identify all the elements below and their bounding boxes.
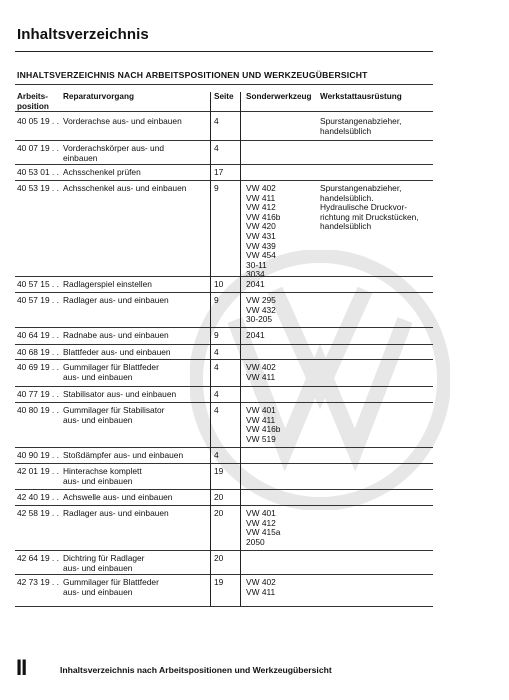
row-page: 4 xyxy=(214,362,219,372)
cell-line: aus- und einbauen xyxy=(63,475,133,486)
cell-line: Gummilager für Blattfeder xyxy=(63,577,159,587)
tool-item: VW 402 xyxy=(246,362,276,372)
header-divider xyxy=(15,111,433,112)
tool-item: 2041 xyxy=(246,279,265,289)
row-operation xyxy=(63,348,213,358)
row-tools xyxy=(246,509,308,547)
table-row xyxy=(15,505,431,550)
cell-line: handelsüblich xyxy=(320,221,372,232)
tool-item: VW 402 xyxy=(246,183,276,193)
tool-item: VW 431 xyxy=(246,230,276,241)
cell-line: Vorderachskörper aus- und xyxy=(63,143,165,153)
row-position: 40 53 19 . . xyxy=(17,183,59,193)
subtitle-divider xyxy=(15,84,433,85)
cell-line: Achsschenkel prüfen xyxy=(63,167,141,177)
row-position: 40 53 01 . . xyxy=(17,167,59,177)
tool-item: 30-205 xyxy=(246,314,273,325)
cell-line: Hydraulische Druckvor- xyxy=(320,202,408,213)
row-position: 40 05 19 . . xyxy=(17,116,59,126)
tool-item: VW 519 xyxy=(246,433,276,444)
row-equipment xyxy=(320,184,435,232)
row-position: 42 64 19 . . xyxy=(17,553,59,563)
row-page: 10 xyxy=(214,279,224,289)
row-page: 4 xyxy=(214,116,219,126)
row-page: 20 xyxy=(214,553,224,563)
row-page: 9 xyxy=(214,330,219,340)
table-row xyxy=(15,359,431,386)
row-position: 40 64 19 . . xyxy=(17,330,59,340)
page-column-line xyxy=(210,92,211,606)
row-page: 20 xyxy=(214,492,224,502)
tool-item: VW 412 xyxy=(246,202,276,213)
row-position: 40 80 19 . . xyxy=(17,405,59,415)
cell-line: Radnabe aus- und einbauen xyxy=(63,330,169,340)
tool-item: VW 415a xyxy=(246,527,281,538)
header-equipment: Werkstattausrüstung xyxy=(320,92,402,101)
page-title: Inhaltsverzeichnis xyxy=(17,26,149,43)
row-page: 17 xyxy=(214,167,224,177)
title-rule xyxy=(15,51,433,52)
row-page: 4 xyxy=(214,389,219,399)
row-operation xyxy=(63,280,213,290)
row-operation xyxy=(63,144,213,163)
tool-item: 3034 xyxy=(246,269,265,280)
tool-item: VW 432 xyxy=(246,304,276,315)
row-position: 40 77 19 . . xyxy=(17,389,59,399)
row-operation xyxy=(63,363,213,382)
row-page: 9 xyxy=(214,295,219,305)
row-divider xyxy=(15,606,433,607)
row-operation xyxy=(63,117,213,127)
row-operation xyxy=(63,451,213,461)
tool-item: VW 416b xyxy=(246,424,281,435)
cell-line: Radlager aus- und einbauen xyxy=(63,508,169,518)
tool-item: VW 402 xyxy=(246,577,276,587)
cell-line: aus- und einbauen xyxy=(63,586,133,597)
row-operation xyxy=(63,578,213,597)
cell-line: Stabilisator aus- und einbauen xyxy=(63,389,177,399)
tool-item: VW 416b xyxy=(246,211,281,222)
table-subtitle: INHALTSVERZEICHNIS NACH ARBEITSPOSITIONEN UND WERKZEUGÜBERSICHT xyxy=(17,70,368,80)
row-position: 42 58 19 . . xyxy=(17,508,59,518)
row-page: 9 xyxy=(214,183,219,193)
row-equipment xyxy=(320,117,435,136)
tool-item: VW 401 xyxy=(246,508,276,518)
cell-line: aus- und einbauen xyxy=(63,371,133,382)
row-tools xyxy=(246,363,308,382)
row-page: 4 xyxy=(214,143,219,153)
header-operation: Reparaturvorgang xyxy=(63,92,134,101)
row-position: 42 73 19 . . xyxy=(17,577,59,587)
tool-item: VW 454 xyxy=(246,250,276,261)
table-row xyxy=(15,550,431,574)
tool-item: 2041 xyxy=(246,330,265,340)
row-position: 40 57 15 . . xyxy=(17,279,59,289)
row-operation xyxy=(63,331,213,341)
row-position: 40 69 19 . . xyxy=(17,362,59,372)
row-page: 20 xyxy=(214,508,224,518)
row-operation xyxy=(63,168,213,178)
table-row xyxy=(15,402,431,447)
row-operation xyxy=(63,390,213,400)
row-operation xyxy=(63,406,213,425)
tool-item: VW 439 xyxy=(246,240,276,251)
row-operation xyxy=(63,509,213,519)
table-row xyxy=(15,113,431,140)
table-row xyxy=(15,574,431,606)
header-position: Arbeits- position xyxy=(17,92,49,111)
row-page: 4 xyxy=(214,450,219,460)
row-page: 19 xyxy=(214,577,224,587)
tool-item: VW 412 xyxy=(246,517,276,528)
cell-line: Spurstangenabzieher, xyxy=(320,116,402,126)
row-operation xyxy=(63,493,213,503)
cell-line: handelsüblich xyxy=(320,125,372,136)
tool-item: VW 401 xyxy=(246,405,276,415)
cell-line: Vorderachse aus- und einbauen xyxy=(63,116,182,126)
cell-line: einbauen xyxy=(63,152,98,163)
tool-item: VW 295 xyxy=(246,295,276,305)
row-operation xyxy=(63,296,213,306)
table-row xyxy=(15,327,431,344)
cell-line: Blattfeder aus- und einbauen xyxy=(63,347,171,357)
row-position: 42 01 19 . . xyxy=(17,466,59,476)
row-position: 40 57 19 . . xyxy=(17,295,59,305)
row-tools xyxy=(246,578,308,597)
table-row xyxy=(15,447,431,463)
row-tools xyxy=(246,280,308,290)
tool-item: VW 420 xyxy=(246,221,276,232)
row-operation xyxy=(63,184,213,194)
tool-column-line xyxy=(240,92,241,606)
table-row xyxy=(15,489,431,505)
cell-line: handelsüblich. xyxy=(320,192,374,203)
row-operation xyxy=(63,467,213,486)
cell-line: Gummilager für Stabilisator xyxy=(63,405,165,415)
cell-line: aus- und einbauen xyxy=(63,562,133,573)
table-row xyxy=(15,292,431,327)
footer-title: Inhaltsverzeichnis nach Arbeitspositionen und Werkzeugübersicht xyxy=(60,665,332,675)
tool-item: 30-11 xyxy=(246,259,267,270)
cell-line: Achsschenkel aus- und einbauen xyxy=(63,183,187,193)
row-operation xyxy=(63,554,213,573)
header-page: Seite xyxy=(214,92,234,101)
cell-line: richtung mit Druckstücken, xyxy=(320,211,419,222)
row-tools xyxy=(246,331,308,341)
header-tool: Sonderwerkzeug xyxy=(246,92,312,101)
table-row xyxy=(15,344,431,359)
tool-item: VW 411 xyxy=(246,414,276,425)
row-tools xyxy=(246,296,308,325)
row-page: 4 xyxy=(214,347,219,357)
row-position: 40 07 19 . . xyxy=(17,143,59,153)
tool-item: VW 411 xyxy=(246,371,276,382)
row-position: 40 68 19 . . xyxy=(17,347,59,357)
table-row xyxy=(15,276,431,292)
row-page: 4 xyxy=(214,405,219,415)
tool-item: 2050 xyxy=(246,536,265,547)
cell-line: Radlagerspiel einstellen xyxy=(63,279,152,289)
tool-item: VW 411 xyxy=(246,192,276,203)
table-row xyxy=(15,180,431,280)
footer-page-number: II xyxy=(16,655,27,680)
table-row xyxy=(15,386,431,402)
row-position: 40 90 19 . . xyxy=(17,450,59,460)
tool-item: VW 411 xyxy=(246,586,276,597)
cell-line: Stoßdämpfer aus- und einbauen xyxy=(63,450,184,460)
table-row xyxy=(15,140,431,164)
cell-line: Radlager aus- und einbauen xyxy=(63,295,169,305)
cell-line: aus- und einbauen xyxy=(63,414,133,425)
cell-line: Achswelle aus- und einbauen xyxy=(63,492,173,502)
cell-line: Hinterachse komplett xyxy=(63,466,142,476)
cell-line: Dichtring für Radlager xyxy=(63,553,145,563)
cell-line: Spurstangenabzieher, xyxy=(320,183,402,193)
row-page: 19 xyxy=(214,466,224,476)
row-position: 42 40 19 . . xyxy=(17,492,59,502)
table-row xyxy=(15,164,431,180)
row-tools xyxy=(246,406,308,444)
table-row xyxy=(15,463,431,489)
row-tools xyxy=(246,184,308,280)
cell-line: Gummilager für Blattfeder xyxy=(63,362,159,372)
